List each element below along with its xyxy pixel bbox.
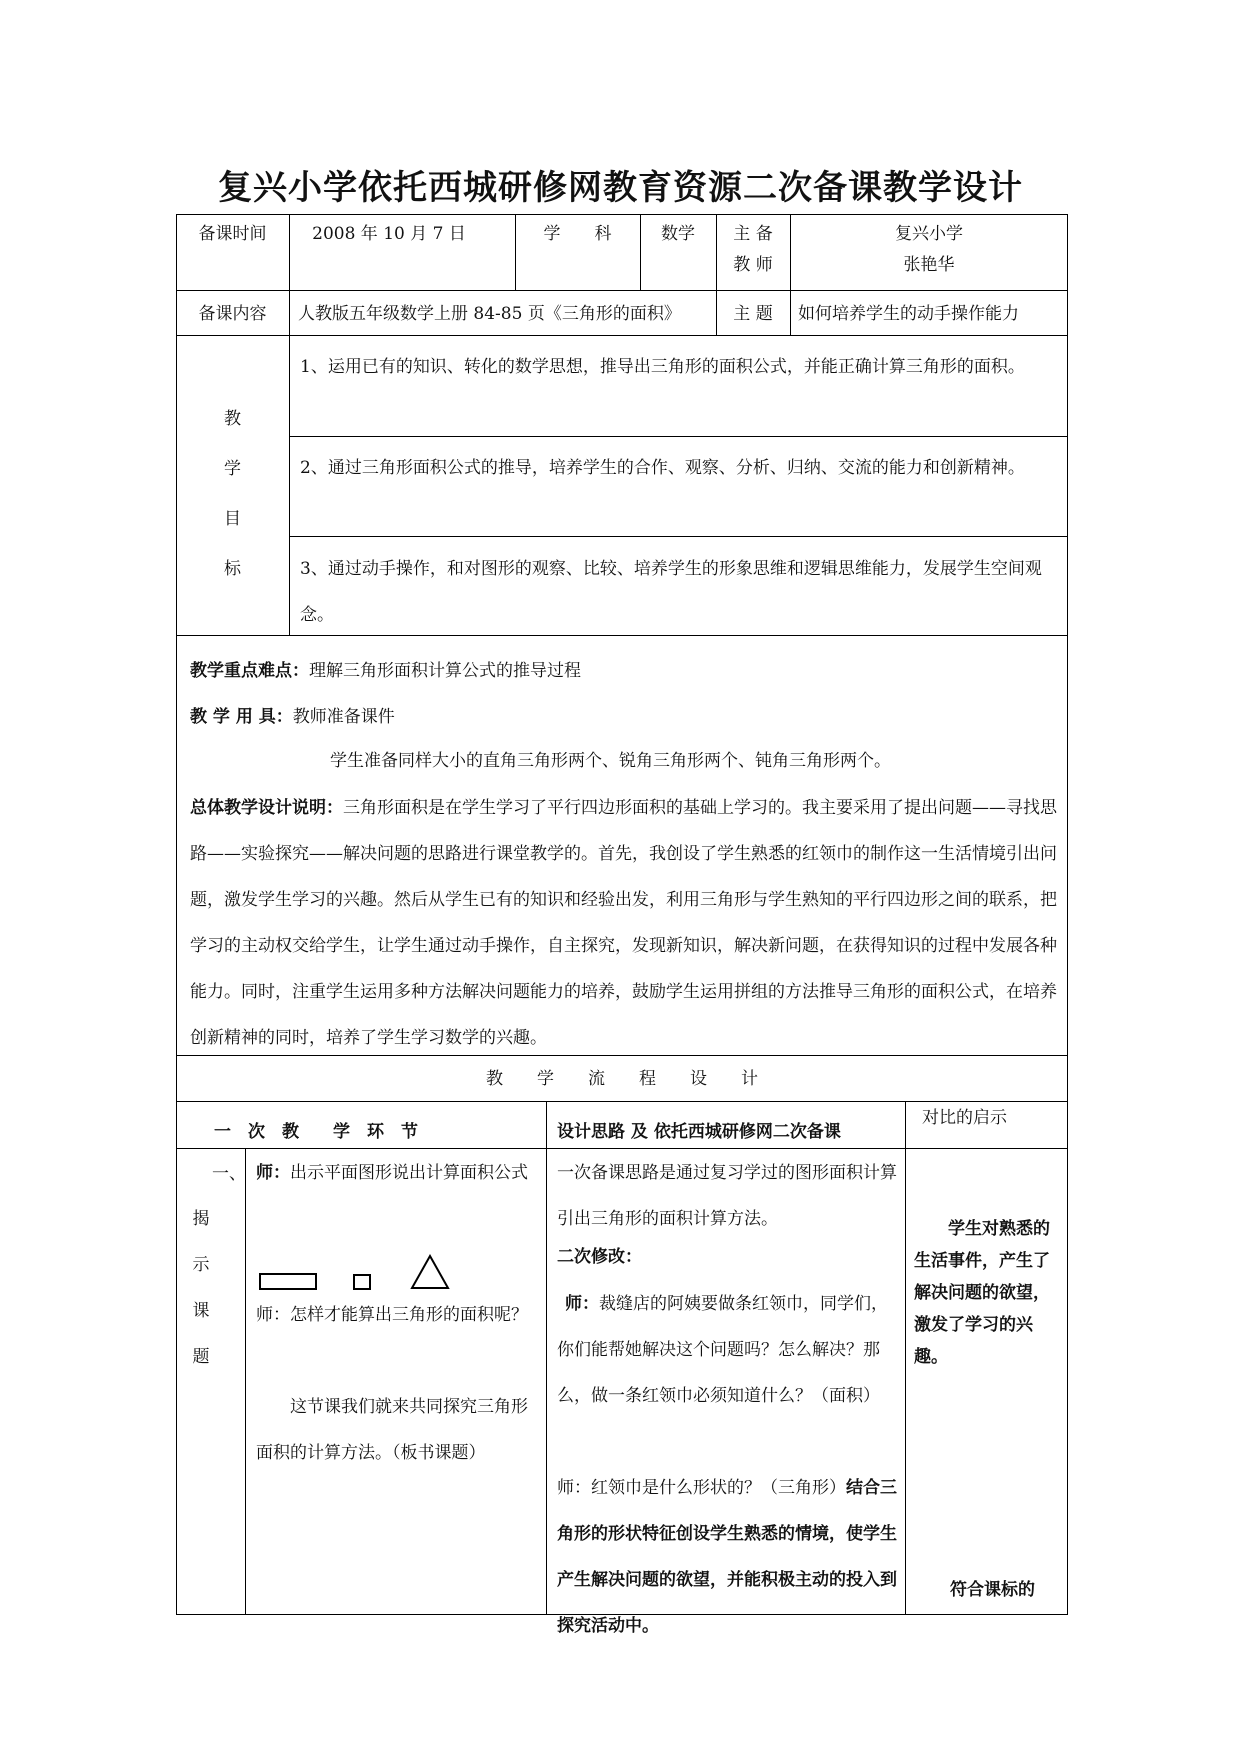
section-char: 题 — [192, 1347, 210, 1367]
tools-students: 学生准备同样大小的直角三角形两个、锐角三角形两个、钝角三角形两个。 — [330, 751, 891, 771]
col-divider — [905, 1101, 906, 1615]
square-shape — [353, 1274, 371, 1290]
flow-col1-header: 一 次 教 学 环 节 — [214, 1122, 418, 1142]
tools-label: 教 学 用 具： — [190, 707, 293, 727]
school-name: 复兴小学 — [895, 224, 963, 244]
content-label: 备课内容 — [198, 304, 267, 324]
col-divider — [546, 1101, 547, 1615]
objectives-label-char: 标 — [224, 559, 241, 579]
teacher-name: 张艳华 — [903, 255, 955, 275]
objective-item: 1、运用已有的知识、转化的数学思想，推导出三角形的面积公式，并能正确计算三角形的面积。 — [300, 357, 1025, 377]
overall-text: 三角形面积是在学生学习了平行四边形面积的基础上学习的。我主要采用了提出问题——寻找思路——实验探究——解决问题的思路进行课堂教学的。首先，我创设了学生熟悉的红领巾的制作这一生活情境引出问题，激发学生学习的兴趣。然后从学生已有的知识和经验出发，利用三角形与学生熟知的平行四边形之间的联系，把学习的主动权交给学生，让学生通过动手操作，自主探究，发现新知识，解决新问题，在获得知识的过程中发展各种能力。同时，注重学生运用多种方法解决问题能力的培养，鼓励学生运用拼组的方法推导三角形的面积公式，在培养创新精神的同时，培养了学生学习数学的兴趣。 — [190, 798, 1057, 1048]
rectangle-shape — [259, 1273, 317, 1290]
teacher-label: 师： — [256, 1163, 290, 1183]
middle-p4-bold: 结合三角形的形状特征创设学生熟悉的情境，使学生产生解决问题的欲望，并能积极主动的投入到探究活动中。 — [557, 1478, 897, 1636]
key-points — [190, 659, 581, 683]
flow-col3-header: 对比的启示 — [922, 1108, 1007, 1128]
time-label: 备课时间 — [198, 224, 267, 244]
objectives-label-char: 学 — [224, 459, 241, 479]
theme-value: 如何培养学生的动手操作能力 — [798, 304, 1019, 324]
row-divider — [289, 436, 1068, 437]
key-points-label: 教学重点难点： — [190, 661, 309, 681]
tools-value: 教师准备课件 — [292, 707, 395, 727]
section-char: 课 — [192, 1301, 210, 1321]
left-paragraph-1 — [256, 1150, 538, 1196]
revision-label: 二次修改： — [557, 1247, 642, 1267]
objective-item: 3、通过动手操作，和对图形的观察、比较、培养学生的形象思维和逻辑思维能力，发展学生空间观念。 — [300, 559, 1042, 625]
overall-label: 总体教学设计说明： — [190, 798, 343, 818]
row-divider — [176, 1148, 1068, 1149]
teacher-label-1: 主 备 — [733, 224, 773, 244]
right-paragraph-2: 符合课标的 — [950, 1580, 1035, 1600]
document-title: 复兴小学依托西城研修网教育资源二次备课教学设计 — [218, 168, 1023, 208]
triangle-shape — [410, 1254, 450, 1290]
theme-label: 主 题 — [733, 304, 773, 324]
middle-paragraph-4 — [557, 1465, 897, 1649]
col-divider — [245, 1148, 246, 1615]
time-value: 2008 年 10 月 7 日 — [312, 224, 466, 244]
objective-item: 2、通过三角形面积公式的推导，培养学生的合作、观察、分析、归纳、交流的能力和创新精神。 — [300, 458, 1025, 478]
overall-description — [190, 785, 1058, 1061]
flow-heading: 教 学 流 程 设 计 — [486, 1069, 758, 1089]
middle-p4-text: 师：红领巾是什么形状的？（三角形） — [557, 1478, 846, 1498]
teacher-label: 师： — [565, 1294, 599, 1314]
flow-col2-header: 设计思路 及 依托西城研修网二次备课 — [557, 1122, 841, 1142]
teaching-tools — [190, 705, 395, 729]
objectives-label-char: 教 — [224, 409, 241, 429]
section-number: 一、 — [212, 1164, 246, 1184]
content-value: 人教版五年级数学上册 84-85 页《三角形的面积》 — [298, 304, 681, 324]
middle-paragraph-1: 一次备课思路是通过复习学过的图形面积计算引出三角形的面积计算方法。 — [557, 1163, 897, 1229]
section-char: 揭 — [192, 1209, 210, 1229]
subject-value: 数学 — [661, 224, 695, 244]
col-divider — [289, 335, 290, 636]
teacher-label-2: 教 师 — [733, 255, 773, 275]
left-paragraph-2: 师：怎样才能算出三角形的面积呢？ — [256, 1305, 528, 1325]
right-paragraph-1: 学生对熟悉的生活事件，产生了解决问题的欲望，激发了学习的兴趣。 — [914, 1219, 1050, 1367]
objectives-label-char: 目 — [224, 509, 241, 529]
section-char: 示 — [192, 1255, 210, 1275]
middle-p3-text: 裁缝店的阿姨要做条红领巾，同学们，你们能帮她解决这个问题吗？怎么解决？那么，做一条红领巾必须知道什么？（面积） — [557, 1294, 888, 1406]
key-points-value: 理解三角形面积计算公式的推导过程 — [309, 661, 581, 681]
subject-label: 学 科 — [543, 224, 612, 244]
middle-paragraph-3 — [557, 1281, 897, 1419]
row-divider — [289, 536, 1068, 537]
header-row-divider — [176, 290, 1068, 291]
left-p1-text: 出示平面图形说出计算面积公式 — [290, 1163, 528, 1183]
left-paragraph-3: 这节课我们就来共同探究三角形面积的计算方法。（板书课题） — [256, 1397, 528, 1463]
